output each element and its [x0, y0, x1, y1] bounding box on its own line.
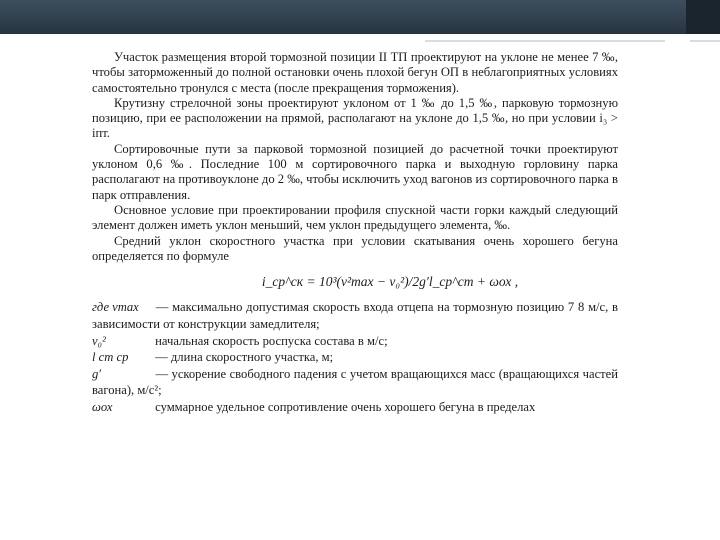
- definitions-list: [92, 299, 618, 415]
- definition-vmax: [92, 299, 618, 332]
- definition-v0: [92, 333, 618, 350]
- document-page: [92, 50, 618, 416]
- slide-header-bar: [0, 0, 720, 34]
- definition-text: — длина скоростного участка, м;: [155, 350, 334, 365]
- slide-header-accent: [686, 0, 720, 34]
- header-divider-right: [690, 40, 720, 42]
- paragraph-4: Основное условие при проектировании профиля спускной части горки каждый следующий элемент должен иметь уклон меньший, чем уклон предыдущего элемента, ‰.: [92, 202, 618, 233]
- definition-symbol: ωох: [92, 400, 113, 415]
- paragraph-1: Участок размещения второй тормозной позиции II ТП проектируют на уклоне не менее 7 ‰, чтобы заторможенный до полной остановки очень плохой бегун ОП в неблагоприятных условиях самостоятельно тронулся с места (после прекращения торможения).: [92, 50, 618, 95]
- paragraph-5: Средний уклон скоростного участка при условии скатывания очень хорошего бегуна определяется по формуле: [92, 233, 618, 263]
- paragraph-2: Крутизну стрелочной зоны проектируют уклоном от 1 ‰ до 1,5 ‰, парковую тормозную позицию, при ее расположении на прямой, располагают на уклоне до 1,5 ‰, но при условии i₃ > iпт.: [92, 95, 618, 141]
- definition-text: начальная скорость роспуска состава в м/с;: [155, 333, 388, 348]
- definition-symbol: v₀²: [92, 333, 106, 348]
- definition-text: — максимально допустимая скорость входа отцепа на тормозную позицию 7 8 м/с, в зависимости от конструкции замедлителя;: [92, 300, 618, 332]
- definition-text: суммарное удельное сопротивление очень хорошего бегуна в пределах: [155, 400, 536, 415]
- paragraph-3: Сортировочные пути за парковой тормозной позицией до расчетной точки проектируют уклоном 0,6 ‰. Последние 100 м сортировочного парка и выходную горловину парка располагают на противоуклоне до 2 ‰, чтобы исключить уход вагонов из сортировочного парка в парк отправления.: [92, 141, 618, 202]
- definition-symbol: g′: [92, 366, 102, 381]
- definition-omega: [92, 399, 618, 416]
- definition-l: [92, 349, 618, 366]
- header-divider: [425, 40, 665, 42]
- definition-text: — ускорение свободного падения с учетом вращающихся масс (вращающихся частей вагона), м/с²;: [92, 366, 618, 398]
- formula: i_ср^ск = 10³(v²max − v₀²)/2g′l_ср^ст + ωох ,: [261, 274, 519, 290]
- definition-symbol: l ст ср: [92, 350, 129, 365]
- definition-symbol: где vmax: [92, 300, 139, 315]
- definition-g: [92, 366, 618, 399]
